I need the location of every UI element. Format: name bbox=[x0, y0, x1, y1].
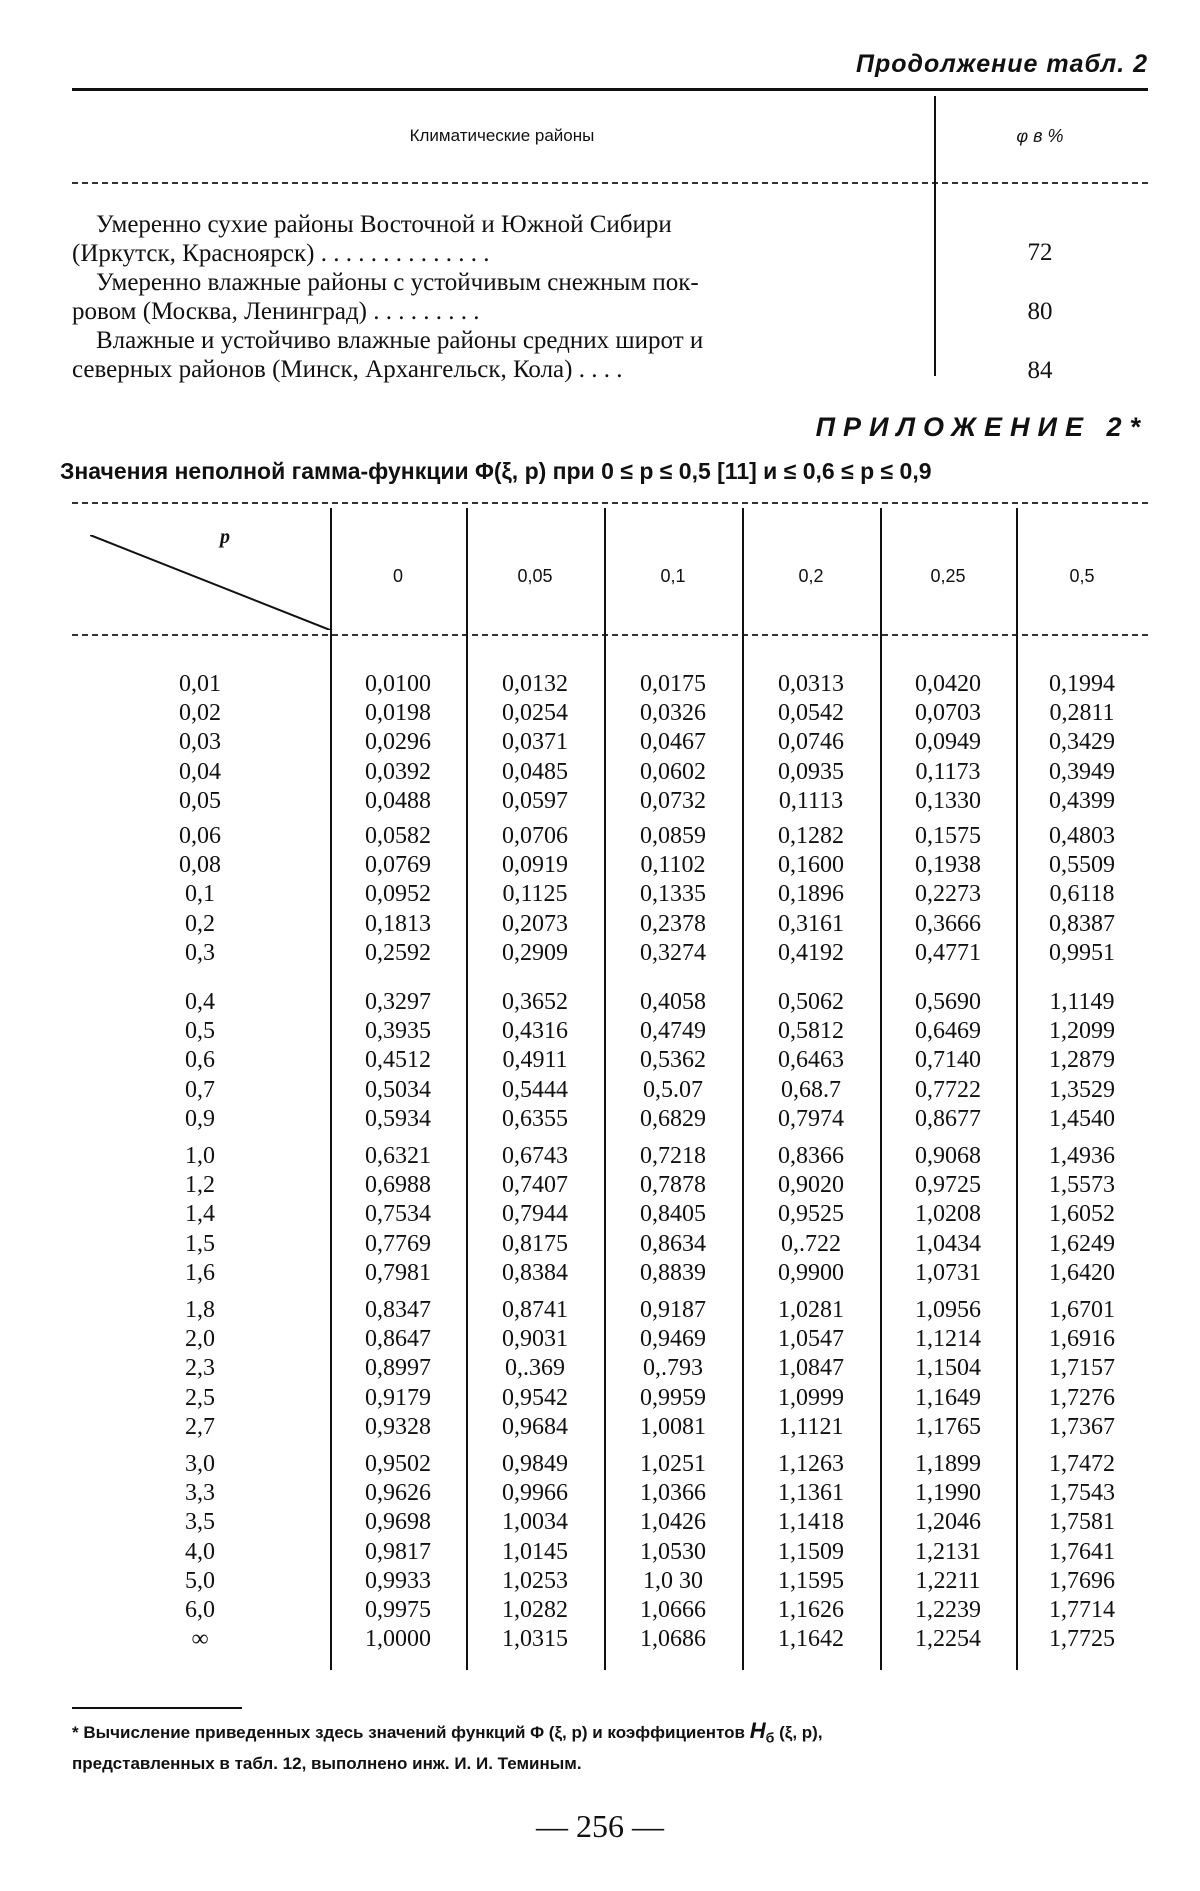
table-cell: 0,9817 bbox=[365, 1538, 431, 1565]
table2-top-rule bbox=[72, 88, 1148, 91]
table-cell: 1,0034 bbox=[502, 1509, 568, 1536]
table-cell: 0,7218 bbox=[640, 1143, 706, 1169]
table-cell: 1,0315 bbox=[502, 1626, 568, 1653]
table-cell: 0,9068 bbox=[915, 1143, 981, 1169]
table-cell: 1,7472 bbox=[1049, 1451, 1115, 1477]
table-cell: 1,1642 bbox=[778, 1626, 844, 1653]
table-cell: 0,0371 bbox=[502, 729, 568, 756]
table-cell: 0,8647 bbox=[365, 1326, 431, 1353]
table-cell: 1,1361 bbox=[778, 1480, 844, 1507]
table-cell: 1,7725 bbox=[1049, 1626, 1115, 1653]
table-caption: Значения неполной гамма-функции Φ(ξ, p) при 0 ≤ p ≤ 0,5 [11] и ≤ 0,6 ≤ p ≤ 0,9 bbox=[60, 458, 932, 484]
table-cell: 1,0547 bbox=[778, 1326, 844, 1353]
table-cell: 0,0706 bbox=[502, 823, 568, 849]
table-cell: 0,8677 bbox=[915, 1105, 981, 1132]
table-cell: 0,9525 bbox=[778, 1201, 844, 1228]
table-cell: 0,8366 bbox=[778, 1143, 844, 1169]
xi-value: 0,3 bbox=[185, 939, 215, 966]
table-cell: 0,5509 bbox=[1049, 852, 1115, 879]
xi-value: 0,04 bbox=[179, 758, 221, 785]
xi-value: ∞ bbox=[191, 1626, 209, 1653]
table-cell: 0,0859 bbox=[640, 823, 706, 849]
xi-value: 0,03 bbox=[179, 729, 221, 756]
table-cell: 0,0602 bbox=[640, 758, 706, 785]
table-cell: 1,2046 bbox=[915, 1509, 981, 1536]
xi-value: 1,8 bbox=[185, 1297, 215, 1323]
table-cell: 0,0746 bbox=[778, 729, 844, 756]
page-number: — 256 — bbox=[536, 1808, 664, 1844]
table-cell: 0,1335 bbox=[640, 881, 706, 908]
table-cell: 0,8997 bbox=[365, 1355, 431, 1382]
xi-value: 1,5 bbox=[185, 1230, 215, 1257]
table-cell: 0,0326 bbox=[640, 700, 706, 727]
xi-value: 0,08 bbox=[179, 852, 221, 879]
table-cell: 1,0145 bbox=[502, 1538, 568, 1565]
table-cell: 1,2099 bbox=[1049, 1018, 1115, 1045]
xi-value: 3,0 bbox=[185, 1451, 215, 1477]
footnote-text-line2: представленных в табл. 12, выполнено инж. И. И. Теминым. bbox=[72, 1754, 582, 1774]
table-cell: 0,6118 bbox=[1049, 881, 1115, 908]
table-cell: 0,0919 bbox=[502, 852, 568, 879]
table-cell: 1,0426 bbox=[640, 1509, 706, 1536]
table-cell: 0,1125 bbox=[502, 881, 568, 908]
appendix-title: ПРИЛОЖЕНИЕ 2* bbox=[815, 412, 1148, 442]
xi-value: 0,01 bbox=[179, 671, 221, 697]
table-cell: 0,9020 bbox=[778, 1172, 844, 1199]
table-cell: 0,8405 bbox=[640, 1201, 706, 1228]
table-cell: 1,6249 bbox=[1049, 1230, 1115, 1257]
table-cell: 0,9626 bbox=[365, 1480, 431, 1507]
table-cell: 1,0208 bbox=[915, 1201, 981, 1228]
table-cell: 0,0296 bbox=[365, 729, 431, 756]
table-cell: 0,0952 bbox=[365, 881, 431, 908]
table-cell: 0,0935 bbox=[778, 758, 844, 785]
table2-row bbox=[72, 268, 930, 326]
table-cell: 0,4192 bbox=[778, 939, 844, 966]
table-cell: 1,0434 bbox=[915, 1230, 981, 1257]
table-cell: 0,9900 bbox=[778, 1259, 844, 1286]
xi-value: 0,9 bbox=[185, 1105, 215, 1132]
table-cell: 1,0530 bbox=[640, 1538, 706, 1565]
table-cell: 1,1263 bbox=[778, 1451, 844, 1477]
table2-row-text-2: ровом (Москва, Ленинград) . . . . . . . . . bbox=[72, 298, 480, 325]
table-cell: 0,0392 bbox=[365, 758, 431, 785]
table-cell: 0,3652 bbox=[502, 989, 568, 1015]
table-cell: 0,9179 bbox=[365, 1384, 431, 1411]
table-cell: 0,6355 bbox=[502, 1105, 568, 1132]
footnote-rule bbox=[72, 1707, 242, 1709]
table-cell: 1,0366 bbox=[640, 1480, 706, 1507]
table-cell: 1,0956 bbox=[915, 1297, 981, 1323]
xi-value: 0,5 bbox=[185, 1018, 215, 1045]
table-cell: 0,0198 bbox=[365, 700, 431, 727]
table-cell: 0,9469 bbox=[640, 1326, 706, 1353]
table-cell: 0,1113 bbox=[778, 787, 844, 814]
table-cell: 1,1990 bbox=[915, 1480, 981, 1507]
table-cell: 0,9975 bbox=[365, 1597, 431, 1623]
xi-value: 0,2 bbox=[185, 910, 215, 937]
table-cell: 0,2273 bbox=[915, 881, 981, 908]
table-cell: 0,6321 bbox=[365, 1143, 431, 1169]
table2-row-text-1: Умеренно сухие районы Восточной и Южной Сибири bbox=[96, 211, 672, 238]
table-cell: 1,5573 bbox=[1049, 1172, 1115, 1199]
table-cell: 1,3529 bbox=[1049, 1076, 1115, 1103]
table-cell: 0,1994 bbox=[1049, 671, 1115, 697]
table-cell: 0,4803 bbox=[1049, 823, 1115, 849]
table-cell: 0,4911 bbox=[502, 1047, 568, 1074]
table-cell: 0,7878 bbox=[640, 1172, 706, 1199]
table-cell: 0,7981 bbox=[365, 1259, 431, 1286]
table-cell: 0,1575 bbox=[915, 823, 981, 849]
table-cell: 0,1173 bbox=[915, 758, 981, 785]
table-cell: 1,0281 bbox=[778, 1297, 844, 1323]
table-cell: 1,2254 bbox=[915, 1626, 981, 1653]
table-cell: 0,7534 bbox=[365, 1201, 431, 1228]
table-cell: 0,1330 bbox=[915, 787, 981, 814]
table-cell: 0,0485 bbox=[502, 758, 568, 785]
xi-value: 2,3 bbox=[185, 1355, 215, 1382]
table-cell: 0,7974 bbox=[778, 1105, 844, 1132]
table2-header-rule bbox=[72, 182, 1148, 184]
xi-value: 4,0 bbox=[185, 1538, 215, 1565]
table-cell: 0,0254 bbox=[502, 700, 568, 727]
table-cell: 1,6701 bbox=[1049, 1297, 1115, 1323]
table-cell: 0,8741 bbox=[502, 1297, 568, 1323]
table-cell: 0,0949 bbox=[915, 729, 981, 756]
table-cell: 1,0731 bbox=[915, 1259, 981, 1286]
table-cell: 0,8384 bbox=[502, 1259, 568, 1286]
column-header: 0,25 bbox=[930, 566, 966, 586]
table-cell: 0,3161 bbox=[778, 910, 844, 937]
table-cell: 0,2378 bbox=[640, 910, 706, 937]
footnote-symbol: H bbox=[749, 1718, 766, 1743]
table-cell: 1,7714 bbox=[1049, 1597, 1115, 1623]
xi-value: 2,0 bbox=[185, 1326, 215, 1353]
table-cell: 1,0000 bbox=[365, 1626, 431, 1653]
table-cell: 0,9698 bbox=[365, 1509, 431, 1536]
table-cell: 1,0081 bbox=[640, 1413, 706, 1440]
table-cell: 1,7543 bbox=[1049, 1480, 1115, 1507]
table-cell: 1,2211 bbox=[915, 1567, 981, 1594]
table-cell: 0,0488 bbox=[365, 787, 431, 814]
table-cell: 1,1626 bbox=[778, 1597, 844, 1623]
table-cell: 0,9502 bbox=[365, 1451, 431, 1477]
table-cell: 0,0542 bbox=[778, 700, 844, 727]
table-cell: 0,.369 bbox=[505, 1355, 565, 1382]
column-header: 0 bbox=[392, 566, 403, 586]
footnote-text-after: (ξ, p), bbox=[779, 1723, 823, 1742]
table-cell: 0,6463 bbox=[778, 1047, 844, 1074]
table-cell: 1,4936 bbox=[1049, 1143, 1115, 1169]
table-cell: 0,8347 bbox=[365, 1297, 431, 1323]
table-cell: 0,4399 bbox=[1049, 787, 1115, 814]
table-cell: 0,9966 bbox=[502, 1480, 568, 1507]
table-cell: 0,0175 bbox=[640, 671, 706, 697]
table-cell: 0,4749 bbox=[640, 1018, 706, 1045]
main-table-header-rule bbox=[72, 634, 1148, 636]
table-cell: 0,5362 bbox=[640, 1047, 706, 1074]
table-cell: 0,0100 bbox=[365, 671, 431, 697]
table-cell: 0,1102 bbox=[640, 852, 706, 879]
table-cell: 0,0769 bbox=[365, 852, 431, 879]
main-table-top-rule bbox=[72, 502, 1148, 504]
table-cell: 1,7581 bbox=[1049, 1509, 1115, 1536]
table-cell: 1,1418 bbox=[778, 1509, 844, 1536]
xi-value: 2,5 bbox=[185, 1384, 215, 1411]
xi-value: 6,0 bbox=[185, 1597, 215, 1623]
column-header: 0,05 bbox=[517, 566, 553, 586]
table-cell: 1,2131 bbox=[915, 1538, 981, 1565]
xi-value: 0,02 bbox=[179, 700, 221, 727]
table2-row bbox=[72, 326, 930, 384]
column-header: 0,1 bbox=[660, 566, 686, 586]
table-cell: 1,6420 bbox=[1049, 1259, 1115, 1286]
table-cell: 0,0313 bbox=[778, 671, 844, 697]
table2-row-text-1: Умеренно влажные районы с устойчивым снежным пок- bbox=[96, 269, 699, 296]
table-cell: 1,2239 bbox=[915, 1597, 981, 1623]
table2-row bbox=[72, 210, 930, 268]
table-cell: 0,9187 bbox=[640, 1297, 706, 1323]
table-cell: 1,1504 bbox=[915, 1355, 981, 1382]
xi-value: 0,7 bbox=[185, 1076, 215, 1103]
table-cell: 1,0847 bbox=[778, 1355, 844, 1382]
table-cell: 0,68.7 bbox=[781, 1076, 841, 1103]
table-cell: 1,0251 bbox=[640, 1451, 706, 1477]
table-cell: 0,9951 bbox=[1049, 939, 1115, 966]
table-cell: 0,0703 bbox=[915, 700, 981, 727]
table-cell: 0,7407 bbox=[502, 1172, 568, 1199]
table-cell: 0,5812 bbox=[778, 1018, 844, 1045]
table2-column-rule bbox=[934, 96, 936, 376]
table-cell: 0,4512 bbox=[365, 1047, 431, 1074]
table-cell: 0,9933 bbox=[365, 1567, 431, 1594]
footnote bbox=[72, 1718, 1152, 1777]
xi-value: 3,3 bbox=[185, 1480, 215, 1507]
table-cell: 1,0999 bbox=[778, 1384, 844, 1411]
table2-value: 80 bbox=[1027, 298, 1053, 325]
column-header: 0,2 bbox=[798, 566, 824, 586]
table-cell: 0,0467 bbox=[640, 729, 706, 756]
footnote-symbol-sub: б bbox=[765, 1730, 775, 1747]
table2-value: 72 bbox=[1027, 239, 1053, 266]
table-cell: 0,9684 bbox=[502, 1413, 568, 1440]
table-cell: 0,5444 bbox=[502, 1076, 568, 1103]
table-cell: 0,7722 bbox=[915, 1076, 981, 1103]
table-cell: 0,1282 bbox=[778, 823, 844, 849]
table2-header-regions: Климатические районы bbox=[409, 126, 595, 145]
table-cell: 1,0253 bbox=[502, 1567, 568, 1594]
table-cell: 0,8839 bbox=[640, 1259, 706, 1286]
xi-value: 0,6 bbox=[185, 1047, 215, 1074]
table-cell: 1,7641 bbox=[1049, 1538, 1115, 1565]
table-cell: 0,3297 bbox=[365, 989, 431, 1015]
table-cell: 1,1649 bbox=[915, 1384, 981, 1411]
table-cell: 0,2073 bbox=[502, 910, 568, 937]
table-cell: 0,3935 bbox=[365, 1018, 431, 1045]
table2-header-phi: φ в % bbox=[1016, 126, 1064, 146]
table2-row-text-2: (Иркутск, Красноярск) . . . . . . . . . . . . . . bbox=[72, 240, 490, 267]
table-cell: 0,3666 bbox=[915, 910, 981, 937]
table-cell: 0,3429 bbox=[1049, 729, 1115, 756]
table-cell: 1,0666 bbox=[640, 1597, 706, 1623]
table-cell: 0,4316 bbox=[502, 1018, 568, 1045]
table-cell: 0,9542 bbox=[502, 1384, 568, 1411]
footnote-text-before: * Вычисление приведенных здесь значений функций Φ (ξ, p) и коэффициентов bbox=[72, 1723, 746, 1742]
table-cell: 1,0 30 bbox=[643, 1567, 703, 1594]
table-cell: 0,9031 bbox=[502, 1326, 568, 1353]
table-cell: 0,7769 bbox=[365, 1230, 431, 1257]
table-cell: 0,6988 bbox=[365, 1172, 431, 1199]
table-cell: 1,1765 bbox=[915, 1413, 981, 1440]
table-cell: 0,3274 bbox=[640, 939, 706, 966]
table-cell: 0,1813 bbox=[365, 910, 431, 937]
table-cell: 1,1899 bbox=[915, 1451, 981, 1477]
xi-value: 2,7 bbox=[185, 1413, 215, 1440]
table-cell: 0,6469 bbox=[915, 1018, 981, 1045]
table-cell: 0,6743 bbox=[502, 1143, 568, 1169]
table-cell: 0,2811 bbox=[1049, 700, 1115, 727]
table-cell: 0,.793 bbox=[643, 1355, 703, 1382]
corner-diagonal bbox=[90, 535, 330, 630]
xi-value: 0,1 bbox=[185, 881, 215, 908]
corner-label-p: p bbox=[220, 526, 230, 548]
table-cell: 0,4771 bbox=[915, 939, 981, 966]
table-cell: 1,7276 bbox=[1049, 1384, 1115, 1411]
table-cell: 1,6052 bbox=[1049, 1201, 1115, 1228]
table-cell: 1,0686 bbox=[640, 1626, 706, 1653]
table-cell: 0,5690 bbox=[915, 989, 981, 1015]
table-cell: 1,7367 bbox=[1049, 1413, 1115, 1440]
running-header: Продолжение табл. 2 bbox=[856, 50, 1148, 78]
table-cell: 1,1214 bbox=[915, 1326, 981, 1353]
table-cell: 0,2592 bbox=[365, 939, 431, 966]
table-cell: 0,0132 bbox=[502, 671, 568, 697]
table-cell: 1,7157 bbox=[1049, 1355, 1115, 1382]
xi-value: 5,0 bbox=[185, 1567, 215, 1594]
table-cell: 0,9328 bbox=[365, 1413, 431, 1440]
table-cell: 0,1938 bbox=[915, 852, 981, 879]
xi-value: 0,4 bbox=[185, 989, 215, 1015]
table-cell: 1,4540 bbox=[1049, 1105, 1115, 1132]
xi-value: 0,06 bbox=[179, 823, 221, 849]
table-cell: 0,3949 bbox=[1049, 758, 1115, 785]
table-cell: 1,1149 bbox=[1049, 989, 1115, 1015]
table-cell: 0,1896 bbox=[778, 881, 844, 908]
table-cell: 0,5062 bbox=[778, 989, 844, 1015]
xi-value: 1,0 bbox=[185, 1143, 215, 1169]
xi-value: 0,05 bbox=[179, 787, 221, 814]
xi-value: 3,5 bbox=[185, 1509, 215, 1536]
table-cell: 0,0420 bbox=[915, 671, 981, 697]
table-cell: 0,5034 bbox=[365, 1076, 431, 1103]
xi-value: 1,2 bbox=[185, 1172, 215, 1199]
table-cell: 0,1600 bbox=[778, 852, 844, 879]
table-cell: 0,8387 bbox=[1049, 910, 1115, 937]
table-cell: 0,.722 bbox=[781, 1230, 841, 1257]
table-cell: 1,1509 bbox=[778, 1538, 844, 1565]
table-cell: 0,5934 bbox=[365, 1105, 431, 1132]
table2-row-text-2: северных районов (Минск, Архангельск, Кола) . . . . bbox=[72, 356, 623, 383]
table-cell: 0,0582 bbox=[365, 823, 431, 849]
table-cell: 1,1595 bbox=[778, 1567, 844, 1594]
xi-value: 1,6 bbox=[185, 1259, 215, 1286]
table-cell: 0,5.07 bbox=[643, 1076, 703, 1103]
xi-value: 1,4 bbox=[185, 1201, 215, 1228]
table-cell: 0,4058 bbox=[640, 989, 706, 1015]
table-cell: 0,7944 bbox=[502, 1201, 568, 1228]
table-cell: 0,6829 bbox=[640, 1105, 706, 1132]
table-cell: 0,8634 bbox=[640, 1230, 706, 1257]
table-cell: 0,0732 bbox=[640, 787, 706, 814]
table-cell: 0,8175 bbox=[502, 1230, 568, 1257]
table-cell: 0,7140 bbox=[915, 1047, 981, 1074]
table-cell: 1,1121 bbox=[778, 1413, 844, 1440]
table-cell: 1,2879 bbox=[1049, 1047, 1115, 1074]
table-cell: 1,6916 bbox=[1049, 1326, 1115, 1353]
table-cell: 0,2909 bbox=[502, 939, 568, 966]
table-cell: 0,9725 bbox=[915, 1172, 981, 1199]
table-cell: 1,7696 bbox=[1049, 1567, 1115, 1594]
table-cell: 0,0597 bbox=[502, 787, 568, 814]
table2-value: 84 bbox=[1027, 357, 1053, 384]
table-cell: 0,9959 bbox=[640, 1384, 706, 1411]
table-cell: 0,9849 bbox=[502, 1451, 568, 1477]
table2-row-text-1: Влажные и устойчиво влажные районы средних широт и bbox=[96, 327, 704, 354]
column-header: 0,5 bbox=[1069, 566, 1095, 586]
table-cell: 1,0282 bbox=[502, 1597, 568, 1623]
